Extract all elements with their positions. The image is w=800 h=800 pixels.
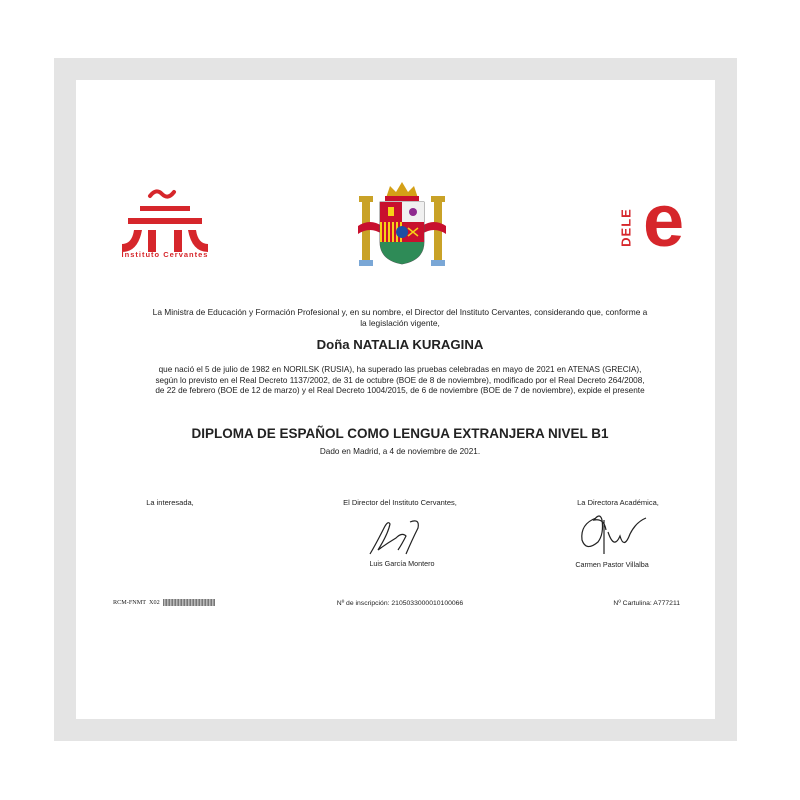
diploma-title: DIPLOMA DE ESPAÑOL COMO LENGUA EXTRANJERA NIVEL B1 [191,426,609,441]
rcm-fnmt-mark [113,599,215,606]
security-strip [163,599,215,606]
inscription-number: Nº de inscripción: 2105033000010100066 [336,600,464,607]
dele-letter: e [643,179,685,262]
issue-date: Dado en Madrid, a 4 de noviembre de 2021. [319,447,481,456]
certificate-body: que nació el 5 de julio de 1982 en NORILSK (RUSIA), ha superado las pruebas celebradas en mayo de 2021 en ATENAS (GRECIA), según lo previsto en el Real Decreto 1137/2002, de 31 de octubre (BOE de 8 de noviembre), modificado por el Real Decreto 264/2008, de 22 de febrero (BOE de 12 de marzo) y el Real Decreto 1004/2015, de 6 de noviembre (BOE de 7 de noviembre), expide el presente [155,365,645,395]
directora-signature-icon [574,510,654,560]
signature-label-interesada: La interesada, [146,498,194,507]
director-signature-icon [366,514,436,558]
dele-logo [618,179,694,262]
director-name: Luis García Montero [369,559,435,568]
dele-label: DELE [618,208,634,247]
coat-of-arms-of-spain-icon [356,180,448,272]
recipient-name: Doña NATALIA KURAGINA [316,337,484,352]
cartulina-number: Nº Cartulina: A777211 [613,600,680,607]
rcm-fnmt-code: X02 [149,599,160,606]
rcm-fnmt-label: RCM-FNMT [113,599,147,606]
signature-label-director: El Director del Instituto Cervantes, [343,498,457,507]
signature-label-directora: La Directora Académica, [577,498,659,507]
certificate-intro: La Ministra de Educación y Formación Profesional y, en su nombre, el Director del Instituto Cervantes, considerando que, conforme a la legislación vigente, [152,307,648,328]
instituto-cervantes-text: Instituto Cervantes [121,250,209,259]
certificate-sheet [76,80,715,719]
directora-name: Carmen Pastor Villalba [575,560,649,569]
